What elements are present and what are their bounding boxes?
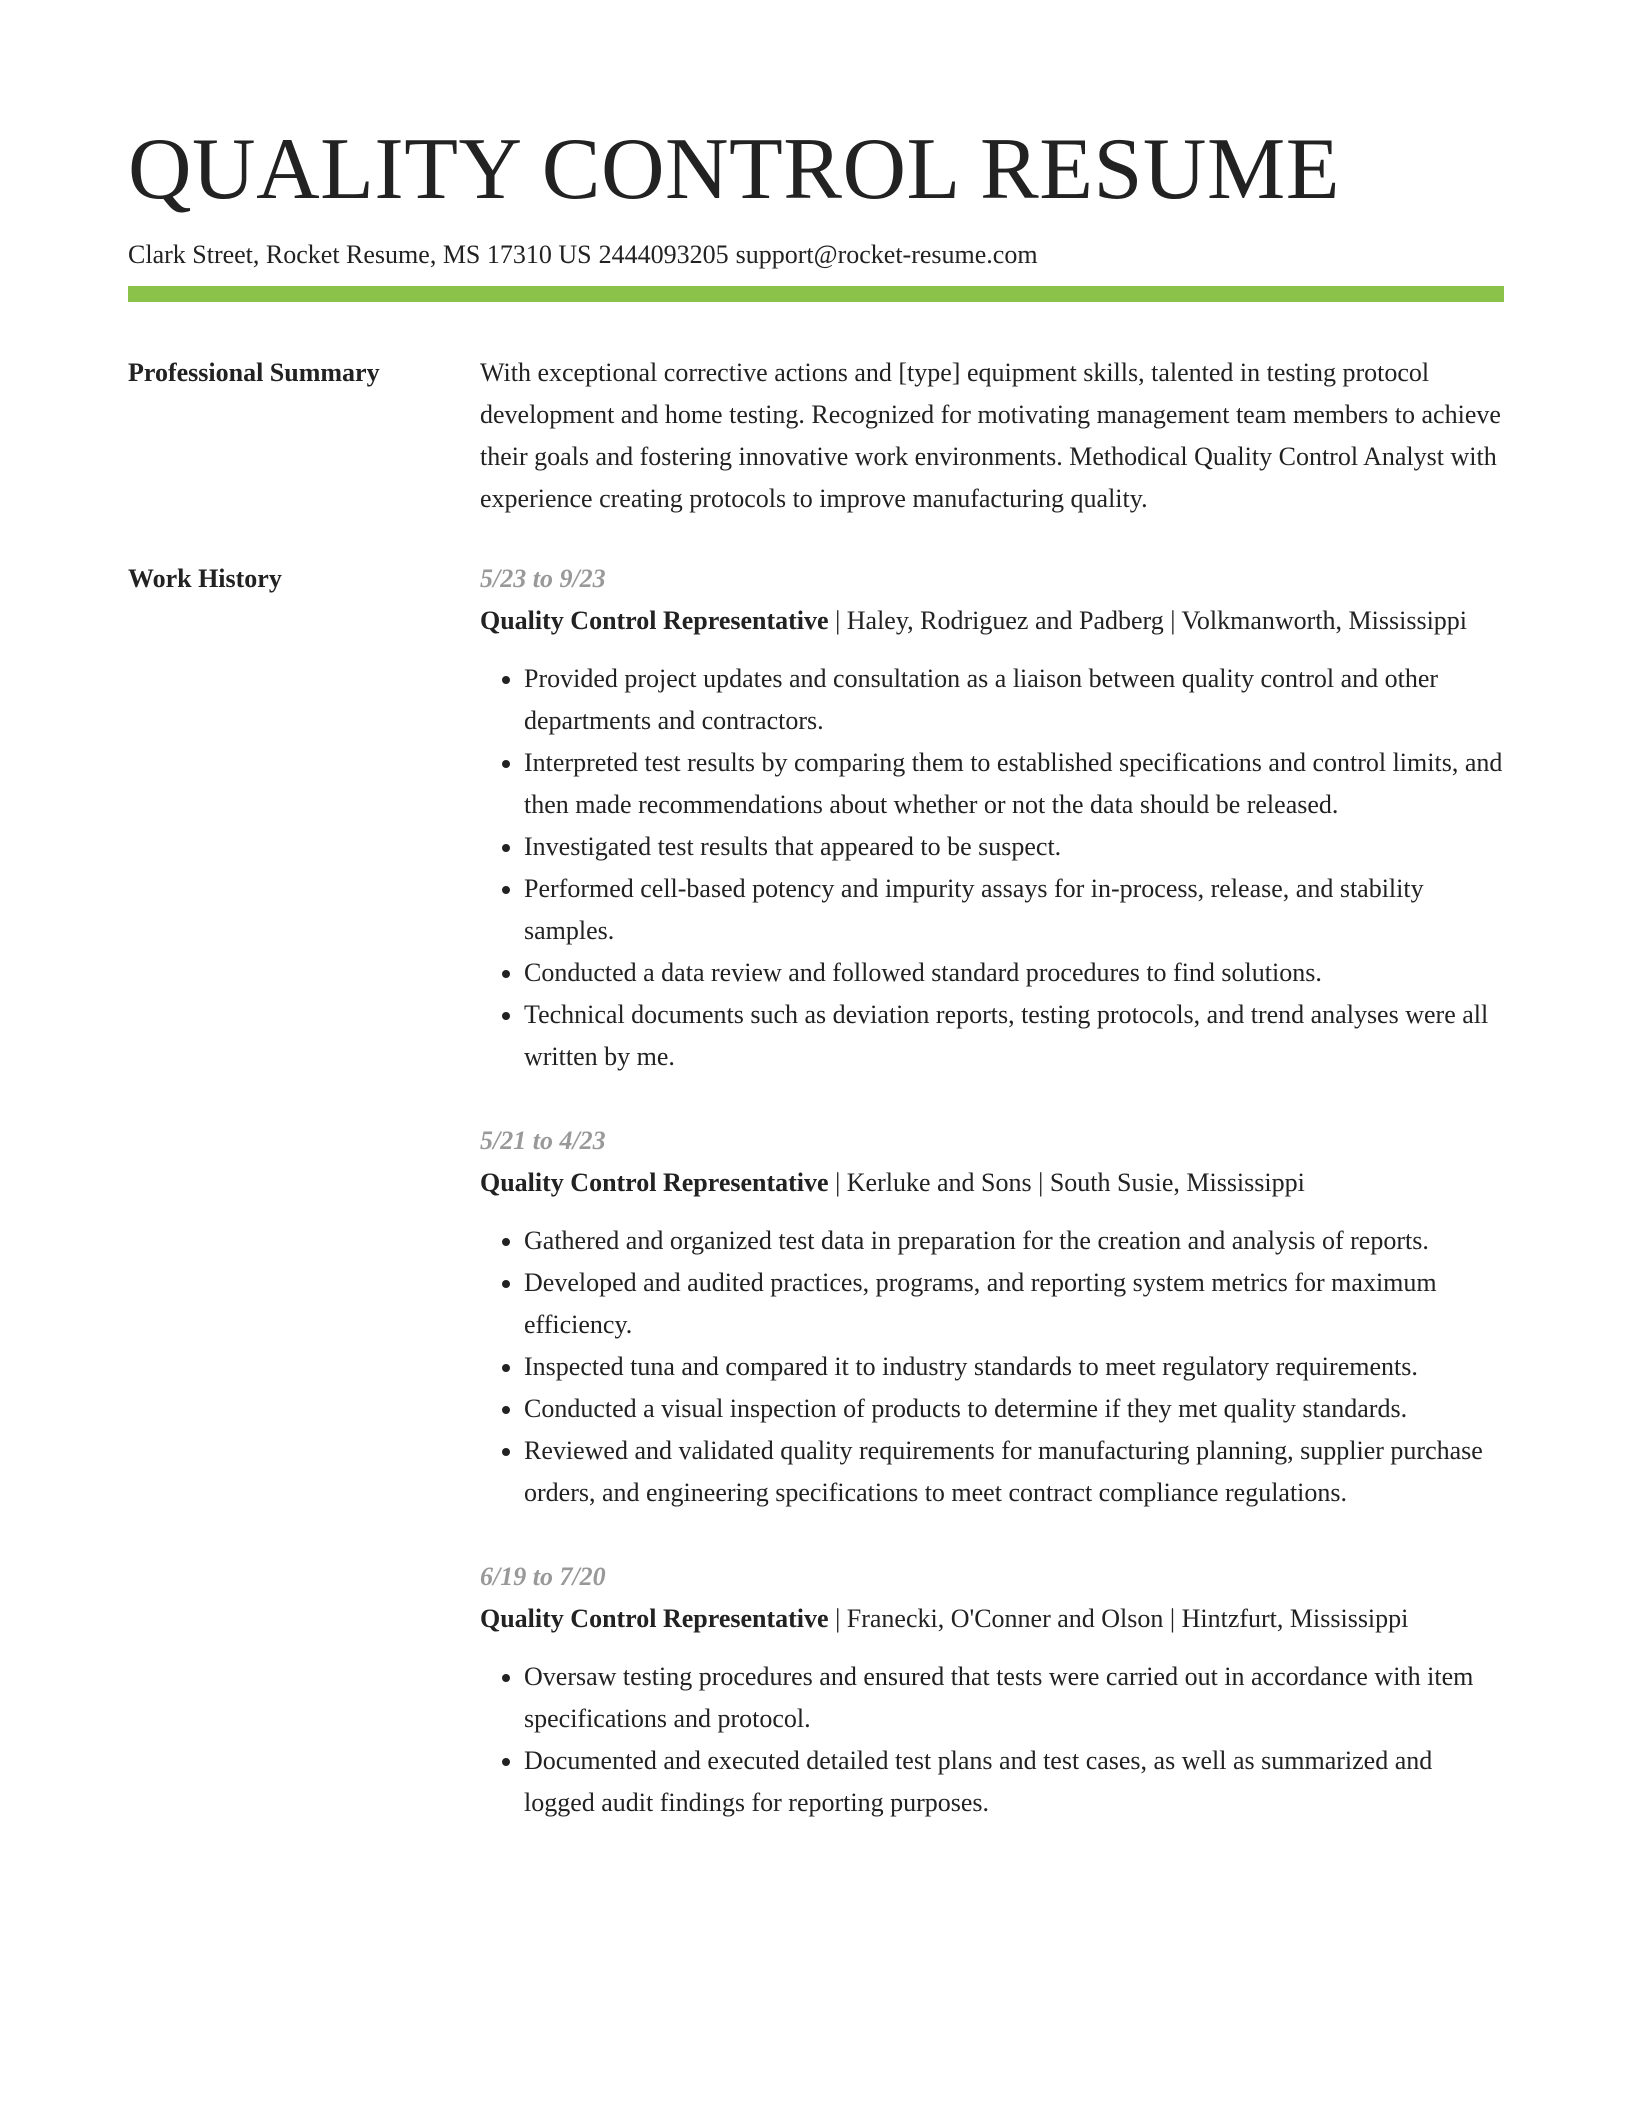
work-history-list — [480, 558, 1504, 1824]
job-bullet: • Investigated test results that appeared to be suspect. — [524, 826, 1504, 868]
job-heading — [480, 1598, 1504, 1640]
job-entry — [480, 1120, 1504, 1514]
job-bullet: • Provided project updates and consultation as a liaison between quality control and other departments and contractors. — [524, 658, 1504, 742]
work-history-section — [128, 558, 1504, 1824]
job-entry — [480, 1556, 1504, 1824]
job-bullet: • Conducted a data review and followed standard procedures to find solutions. — [524, 952, 1504, 994]
professional-summary-section — [128, 352, 1504, 520]
contact-address: Clark Street, Rocket Resume, MS 17310 US — [128, 240, 592, 269]
job-bullet: • Reviewed and validated quality requirements for manufacturing planning, supplier purchase orders, and engineering specifications to meet contract compliance regulations. — [524, 1430, 1504, 1514]
job-bullet: • Oversaw testing procedures and ensured that tests were carried out in accordance with item specifications and protocol. — [524, 1656, 1504, 1740]
job-bullet: • Conducted a visual inspection of products to determine if they met quality standards. — [524, 1388, 1504, 1430]
section-heading-work-history: Work History — [128, 564, 282, 593]
job-employer-location: | Kerluke and Sons | South Susie, Mississippi — [828, 1168, 1305, 1197]
job-bullet: • Developed and audited practices, programs, and reporting system metrics for maximum efficiency. — [524, 1262, 1504, 1346]
job-entry — [480, 558, 1504, 1078]
job-employer-location: | Haley, Rodriguez and Padberg | Volkmanworth, Mississippi — [828, 606, 1468, 635]
job-title: Quality Control Representative — [480, 1604, 829, 1633]
job-bullet: • Performed cell-based potency and impurity assays for in-process, release, and stability samples. — [524, 868, 1504, 952]
job-bullet: • Interpreted test results by comparing them to established specifications and control limits, and then made recommendations about whether or not the data should be released. — [524, 742, 1504, 826]
resume-page — [128, 120, 1504, 1824]
job-bullet: • Gathered and organized test data in preparation for the creation and analysis of reports. — [524, 1220, 1504, 1262]
contact-phone: 2444093205 — [598, 240, 729, 269]
job-bullet-list — [480, 1656, 1504, 1824]
job-bullet: • Inspected tuna and compared it to industry standards to meet regulatory requirements. — [524, 1346, 1504, 1388]
job-dates: 5/23 to 9/23 — [480, 564, 606, 593]
job-bullet: • Documented and executed detailed test plans and test cases, as well as summarized and logged audit findings for reporting purposes. — [524, 1740, 1504, 1824]
job-dates: 6/19 to 7/20 — [480, 1562, 606, 1591]
job-bullet-list — [480, 1220, 1504, 1514]
job-bullet: • Technical documents such as deviation reports, testing protocols, and trend analyses were all written by me. — [524, 994, 1504, 1078]
job-employer-location: | Franecki, O'Conner and Olson | Hintzfurt, Mississippi — [828, 1604, 1409, 1633]
resume-title: QUALITY CONTROL RESUME — [128, 121, 1340, 218]
job-title: Quality Control Representative — [480, 1168, 829, 1197]
section-heading-summary: Professional Summary — [128, 358, 380, 387]
job-title: Quality Control Representative — [480, 606, 829, 635]
job-bullet-list — [480, 658, 1504, 1078]
job-heading — [480, 600, 1504, 642]
accent-divider — [128, 286, 1504, 302]
contact-line — [128, 238, 1504, 272]
job-heading — [480, 1162, 1504, 1204]
contact-email: support@rocket-resume.com — [735, 240, 1038, 269]
job-dates: 5/21 to 4/23 — [480, 1126, 606, 1155]
summary-text: With exceptional corrective actions and [type] equipment skills, talented in testing protocol development and home testing. Recognized for motivating management team members to achieve their goals and fostering innovative work environments. Methodical Quality Control Analyst with experience creating protocols to improve manufacturing quality. — [480, 358, 1501, 513]
